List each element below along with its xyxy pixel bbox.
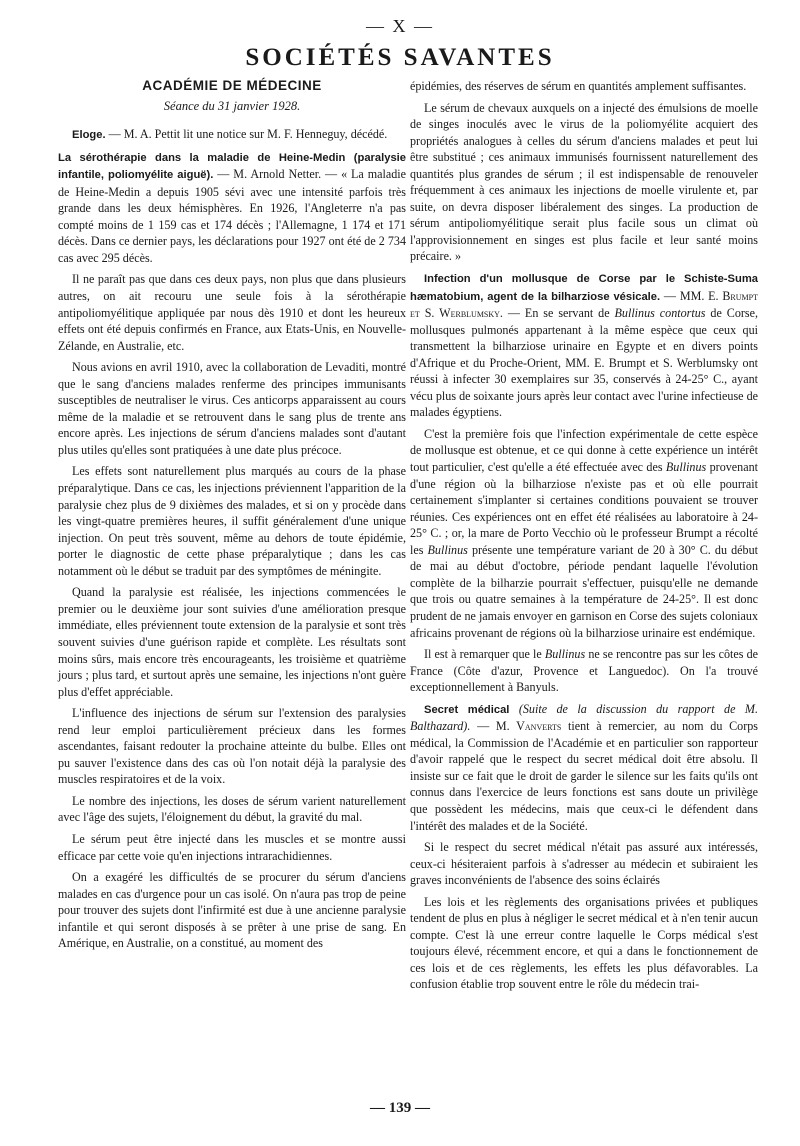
body-paragraph: Il ne paraît pas que dans ces deux pays, non plus que dans plusieurs autres, on ait recouru une seule fois à la sérothérapie antipoliomyélitique appliquée par nous dès 1910 et dont les heureux effets ont été depuis confirmés en France, aux Etats-Unis, en Nouvelle-Zélande, en Australie, etc. (58, 272, 406, 353)
infection-rubric: Infection d'un mollusque de Corse par le Schiste-Suma hæmatobium, agent de la bilharziose vésicale. (410, 273, 758, 303)
academy-heading: ACADÉMIE DE MÉDECINE (142, 78, 322, 93)
body-paragraph: Si le respect du secret médical n'était pas assuré aux intéressés, ceux-ci hésiteraient parfois à s'adresser au médecin et subiraient les graves inconvénients de l'absence des soins éclairés (410, 840, 758, 888)
body-paragraph: Quand la paralysie est réalisée, les injections commencées le premier ou le deuxième jour sont suivies d'une amélioration presque immédiate, elles préviennent toute extension de la paralysie et sont très souvent suivies d'une guérison rapide et complète. Les résultats sont moins sûrs, mais encore très encourageants, les troisième et quatrième jours ; plus tard, et surtout après une semaine, les injections n'ont guère plus d'effet appréciable. (58, 585, 406, 699)
body-paragraph: Le nombre des injections, les doses de sérum varient naturellement avec l'âge des sujets, l'éloignement du début, la gravité du mal. (58, 793, 406, 825)
infection-text: En se servant de (520, 306, 615, 321)
genus-name: Bullinus (427, 542, 468, 557)
body-paragraph: Le sérum peut être injecté dans les muscles et se montre aussi efficace par cette voie qu'en injections intrarachidiennes. (58, 831, 406, 863)
secret-text: tient à remercier, au nom du Corps médical, la Commission de l'Académie et en particulier son rapporteur d'avoir rappelé que le respect du secret médical doit être absolu. Il insiste sur ce fait que le droit de garder le silence sur les faits qu'ils ont connus dans l'exercice de leurs fonctions est sans doute un privilège que possèdent les médecins, mais que ceux-ci le défendent dans l'intérêt des malades et de la Société. (410, 719, 758, 833)
section-title: SOCIÉTÉS SAVANTES (245, 44, 555, 71)
remarquer-paragraph (410, 646, 758, 696)
body-paragraph: Les effets sont naturellement plus marqués au cours de la phase préparalytique. Dans ce cas, les injections préviennent l'apparition de la paralysie chez plus de 9 dixièmes des malades, et si on y procède dans les vingt-quatre premières heures, il suffit généralement d'une unique injection. On peut très souvent, même au dehors de toute épidémie, porter le diagnostic de cette phase préparalytique ; dans les cas notamment où le début se traduit par des symptômes de méningite. (58, 464, 406, 578)
genus-name: Bullinus contortus (614, 306, 706, 321)
secret-rubric: Secret médical (424, 703, 510, 716)
left-column (58, 78, 406, 957)
body-paragraph: On a exagéré les difficultés de se procurer du sérum d'anciens malades en cas d'urgence pour un cas isolé. On n'aura pas trop de peine pour trouver des sujets dont l'infirmité est due à une ancienne paralysie infantile et qui seront disposés à se prêter à une prise de sang. En Amérique, en Australie, on a constitué, au moment des (58, 870, 406, 951)
serotherapie-author: — M. Arnold Netter. — (213, 167, 338, 182)
secret-subtitle: (Suite de la discussion du rapport de M. Balthazard). (410, 701, 758, 734)
secret-paragraph (410, 701, 758, 834)
paragraph-text: ne se rencontre pas sur les côtes de France (Côte d'azur, Provence et Languedoc). On l'a trouvé exceptionnellement à Banyuls. (410, 647, 758, 695)
genus-name: Bullinus (665, 460, 707, 475)
eloge-rubric: Eloge. (72, 129, 106, 142)
secret-author: — M. Vanverts (470, 719, 562, 734)
page-section-mark: — X — (366, 16, 434, 36)
right-column (410, 78, 758, 998)
serotherapie-rubric: La sérothérapie dans la maladie de Heine-Medin (paralysie infantile, poliomyélite aiguë). (58, 151, 406, 182)
body-paragraph: Le sérum de chevaux auxquels on a injecté des émulsions de moelle de singes inoculés avec le virus de la poliomyélite acquiert des propriétés analogues à celles du sérum d'anciens malades et peut lui être substitué ; ces animaux immunisés fournissent naturellement des quantités plus grandes de sérum ; il est indispensable de renouveler fréquemment à ces animaux les injections de moelle virulente et, par suite, on devra disposer libéralement des singes. La production de sérum antipoliomyélitique serait plus facile sous un climat où l'approvisionnement en singes est plus facile et leur santé moins précaire. » (410, 100, 758, 264)
premiere-fois-paragraph (410, 426, 758, 641)
infection-authors: — MM. E. Brumpt et S. Werblumsky. — (410, 288, 758, 321)
paragraph-text: C'est la première fois que l'infection expérimentale de cette espèce de mollusque est obtenue, et ce qui donne à cette expérience un intérêt tout particulier, c'est qu'elle a été effectuée avec des (410, 426, 758, 475)
infection-text: de Corse, mollusques pulmonés appartenant à la même espèce que ceux qui transmettent la bilharziose urinaire en Egypte et en divers points d'Afrique et du Proche-Orient, MM. E. Brumpt et S. Werblumsky ont réussi à infecter 30 exemplaires sur 35, conservés à 24-25° C., ayant vécu plus de soixante jours après leur contact avec l'urine infectieuse de malades égyptiens. (410, 306, 759, 420)
continuation-paragraph: épidémies, des réserves de sérum en quantités amplement suffisantes. (410, 79, 747, 93)
eloge-paragraph (58, 126, 406, 144)
body-paragraph: Nous avions en avril 1910, avec la collaboration de Levaditi, montré que le sang d'anciens malades renferme des principes immunisants susceptibles de neutraliser le virus. Ces anticorps apparaissent au cours même de la maladie et se retrouvent dans le sang plus de trente ans encore après. Les injections de sérum d'anciens malades sont d'autant plus utiles qu'elles sont pratiquées à une date plus précoce. (58, 360, 406, 457)
body-paragraph: Les lois et les règlements des organisations privées et publiques tendent de plus en plus à négliger le secret médical et à n'en tenir aucun compte. C'est là une erreur contre laquelle le Corps médical s'est toujours élevé, récemment encore, et qui a dans le fonctionnement de ces lois et de ces règlements, les effets les plus défavorables. La confusion établie trop souvent entre le rôle du médecin trai- (410, 894, 758, 992)
serotherapie-text: « La maladie de Heine-Medin a depuis 1905 sévi avec une intensité parfois très grande dans les deux hémisphères. En 1926, l'Angleterre n'a pas compté moins de 1 159 cas et 174 décès ; l'Allemagne, 1 174 et 171 décès. Dans ce dernier pays, les déclarations pour 1927 ont été de 2 734 cas avec 295 décès. (58, 167, 407, 265)
serotherapie-paragraph (58, 149, 406, 267)
eloge-text: — M. A. Pettit lit une notice sur M. F. Henneguy, décédé. (105, 127, 388, 142)
page-number: — 139 — (370, 1100, 430, 1116)
genus-name: Bullinus (544, 647, 586, 662)
paragraph-text: provenant d'une région où la bilharziose n'existe pas et où elle pourrait certainement s'implanter si certaines conditions pouvaient se trouver réunies. Ces expériences ont en effet été réalisées au laboratoire à 24-25° C. ; or, la mare de Porto Vecchio où le professeur Brumpt a récolté les (410, 460, 758, 557)
paragraph-text: Il est à remarquer que le (424, 647, 545, 662)
body-paragraph: L'influence des injections de sérum sur l'extension des paralysies rend leur emploi particulièrement précieux dans les formes ascendantes, faisant redouter la prochaine atteinte du bulbe. Elles ont pu sauver l'existence dans des cas où l'on notait déjà la paralysie des muscles respiratoires et de la voix. (58, 706, 406, 787)
paragraph-text: présente une température variant de 20 à 30° C. du début de mai au début d'octobre, période pendant laquelle l'évolution complète de la bilharzie pourrait s'effectuer, puisqu'elle ne demande que trois ou quatre semaines à la température de 24-25°. Il est donc prudent de ne jamais envoyer en garnison en Corse des sujets coloniaux africains provenant de régions où la bilharziose urinaire est endémique. (410, 542, 758, 640)
infection-paragraph (410, 270, 758, 421)
session-date: Séance du 31 janvier 1928. (163, 98, 301, 113)
